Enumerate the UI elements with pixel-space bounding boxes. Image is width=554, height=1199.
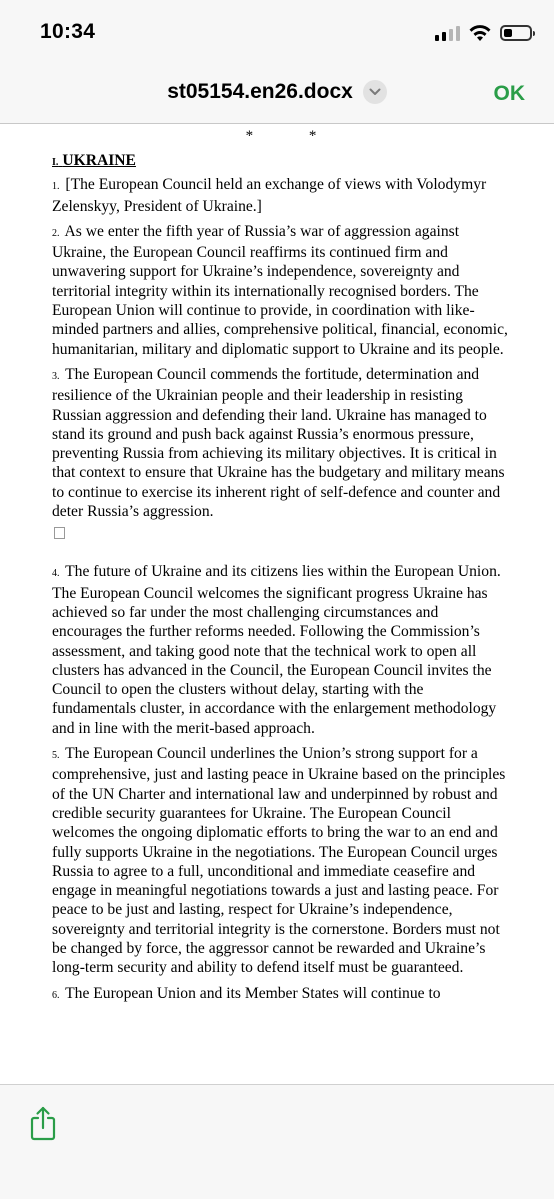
paragraph-text: The European Council commends the fortitude, determination and resilience of the Ukrainian people and their leadership in resisting Russian aggression and defending their land. Ukraine has managed to stand its ground and push back against Russia’s enormous pressure, preventing Russia from achieving its military objectives. It is critical in that context to ensure that Ukraine has the budgetary and military means to continue to exercise its inherent right of self-defence and counter and deter Russia’s aggression. xyxy=(52,365,505,521)
section-heading xyxy=(52,151,510,172)
ok-button[interactable]: OK xyxy=(493,82,525,105)
battery-icon xyxy=(500,25,532,41)
document-title-bar[interactable] xyxy=(0,80,554,104)
cellular-signal-icon xyxy=(435,25,460,41)
paragraph-number: 6. xyxy=(52,989,60,1001)
bottom-toolbar xyxy=(0,1084,554,1199)
wifi-icon xyxy=(468,24,492,42)
paragraph-text: As we enter the fifth year of Russia’s war of aggression against Ukraine, the European Council reaffirms its continued firm and unwavering support for Ukraine’s independence, sovereignty and territorial integrity within its internationally recognised borders. The European Union will continue to provide, in coordination with like-minded partners and allies, comprehensive political, financial, economic, humanitarian, military and diplomatic support to Ukraine and its people. xyxy=(52,222,508,358)
status-time: 10:34 xyxy=(40,20,96,43)
share-icon[interactable] xyxy=(28,1105,58,1141)
paragraph-text: [The European Council held an exchange of views with Volodymyr Zelenskyy, President of Ukraine.] xyxy=(52,176,487,215)
document-stars: * * xyxy=(245,128,343,144)
paragraph-number: 3. xyxy=(52,370,60,382)
section-title: UKRAINE xyxy=(62,152,136,169)
paragraph-2 xyxy=(52,222,510,359)
paragraph-number: 5. xyxy=(52,750,60,762)
chevron-down-icon[interactable] xyxy=(363,80,387,104)
paragraph-number: 4. xyxy=(52,568,60,580)
top-chrome xyxy=(0,0,554,124)
status-icons xyxy=(435,22,532,44)
paragraph-text: The European Union and its Member States will continue to xyxy=(65,984,441,1002)
paragraph-number: 2. xyxy=(52,227,60,239)
paragraph-text: The European Council underlines the Union’s strong support for a comprehensive, just and lasting peace in Ukraine based on the principles of the UN Charter and international law and underpinned by robust and credible security guarantees for Ukraine. The European Council welcomes the ongoing diplomatic efforts to bring the war to an end and fully supports Ukraine in the negotiations. The European Council urges Russia to agree to a full, unconditional and immediate ceasefire and engage in meaningful negotiations towards a just and lasting peace. For peace to be just and lasting, respect for Ukraine’s independence, sovereignty and territorial integrity is the cornerstone. Borders must not be changed by force, the aggressor cannot be rewarded and Ukraine’s long-term security and ability to defend itself must be guaranteed. xyxy=(52,745,506,977)
paragraph-4 xyxy=(52,562,510,738)
paragraph-3 xyxy=(52,365,510,521)
paragraph-5 xyxy=(52,744,510,978)
section-number: I. xyxy=(52,157,59,168)
paragraph-text: The future of Ukraine and its citizens lies within the European Union. The European Council welcomes the significant progress Ukraine has achieved so far under the most challenging circumstances and encourages the further reforms needed. Following the Commission’s assessment, and taking good note that the technical work to open all clusters has advanced in the Council, the European Council invites the Council to open the clusters without delay, starting with the fundamentals cluster, in accordance with the enlargement methodology and in line with the merit-based approach. xyxy=(52,563,501,737)
missing-glyph-box xyxy=(54,527,65,539)
battery-level xyxy=(504,29,512,37)
document-view[interactable] xyxy=(0,125,554,1084)
paragraph-number: 1. xyxy=(52,181,60,193)
paragraph-6 xyxy=(52,984,510,1005)
document-title[interactable]: st05154.en26.docx xyxy=(167,80,353,103)
paragraph-1 xyxy=(52,175,510,216)
